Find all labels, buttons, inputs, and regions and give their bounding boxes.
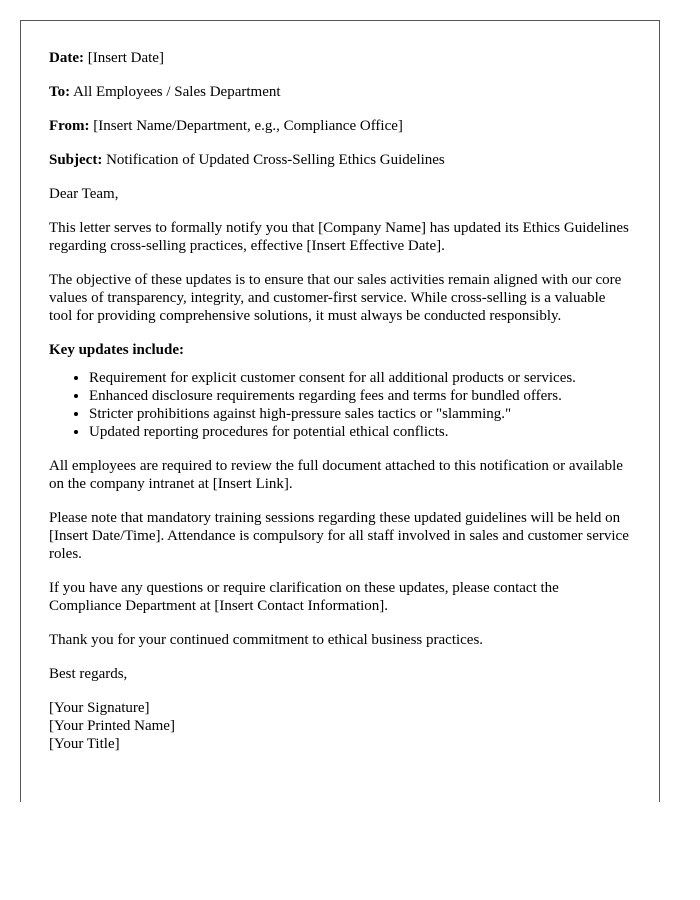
list-item: • Updated reporting procedures for potential ethical conflicts. — [89, 423, 631, 441]
subject-value: Notification of Updated Cross-Selling Ethics Guidelines — [106, 152, 445, 168]
paragraph-notice: This letter serves to formally notify you that [Company Name] has updated its Ethics Guidelines regarding cross-selling practices, effective [Insert Effective Date]. — [49, 220, 629, 254]
date-value: [Insert Date] — [87, 50, 164, 66]
list-item: • Enhanced disclosure requirements regarding fees and terms for bundled offers. — [89, 387, 631, 405]
signature-placeholder: [Your Signature] — [49, 700, 150, 716]
updates-heading: Key updates include: — [49, 342, 185, 358]
updates-list — [49, 369, 631, 441]
paragraph-objective: The objective of these updates is to ensure that our sales activities remain aligned with our core values of transparency, integrity, and customer-first service. While cross-selling is a valuable tool for providing comprehensive solutions, it must always be conducted responsibly. — [49, 272, 622, 324]
letter-page — [20, 20, 660, 802]
signature-block — [49, 699, 631, 753]
list-item: • Requirement for explicit customer consent for all additional products or services. — [89, 369, 631, 387]
to-label: To: — [49, 84, 71, 100]
closing: Best regards, — [49, 666, 128, 682]
from-value: [Insert Name/Department, e.g., Compliance Office] — [93, 118, 403, 134]
to-value: All Employees / Sales Department — [73, 84, 281, 100]
printed-name-placeholder: [Your Printed Name] — [49, 718, 175, 734]
to-line — [49, 83, 631, 101]
date-line — [49, 49, 631, 67]
paragraph-review: All employees are required to review the full document attached to this notification or available on the company intranet at [Insert Link]. — [49, 458, 623, 492]
date-label: Date: — [49, 50, 84, 66]
paragraph-training: Please note that mandatory training sessions regarding these updated guidelines will be held on [Insert Date/Time]. Attendance is compulsory for all staff involved in sales and customer service roles. — [49, 510, 629, 562]
salutation: Dear Team, — [49, 186, 119, 202]
title-placeholder: [Your Title] — [49, 736, 120, 752]
list-item: • Stricter prohibitions against high-pressure sales tactics or "slamming." — [89, 405, 631, 423]
from-line — [49, 117, 631, 135]
from-label: From: — [49, 118, 90, 134]
paragraph-questions: If you have any questions or require clarification on these updates, please contact the Compliance Department at [Insert Contact Information]. — [49, 580, 559, 614]
paragraph-thanks: Thank you for your continued commitment to ethical business practices. — [49, 632, 484, 648]
subject-line — [49, 151, 631, 169]
subject-label: Subject: — [49, 152, 103, 168]
